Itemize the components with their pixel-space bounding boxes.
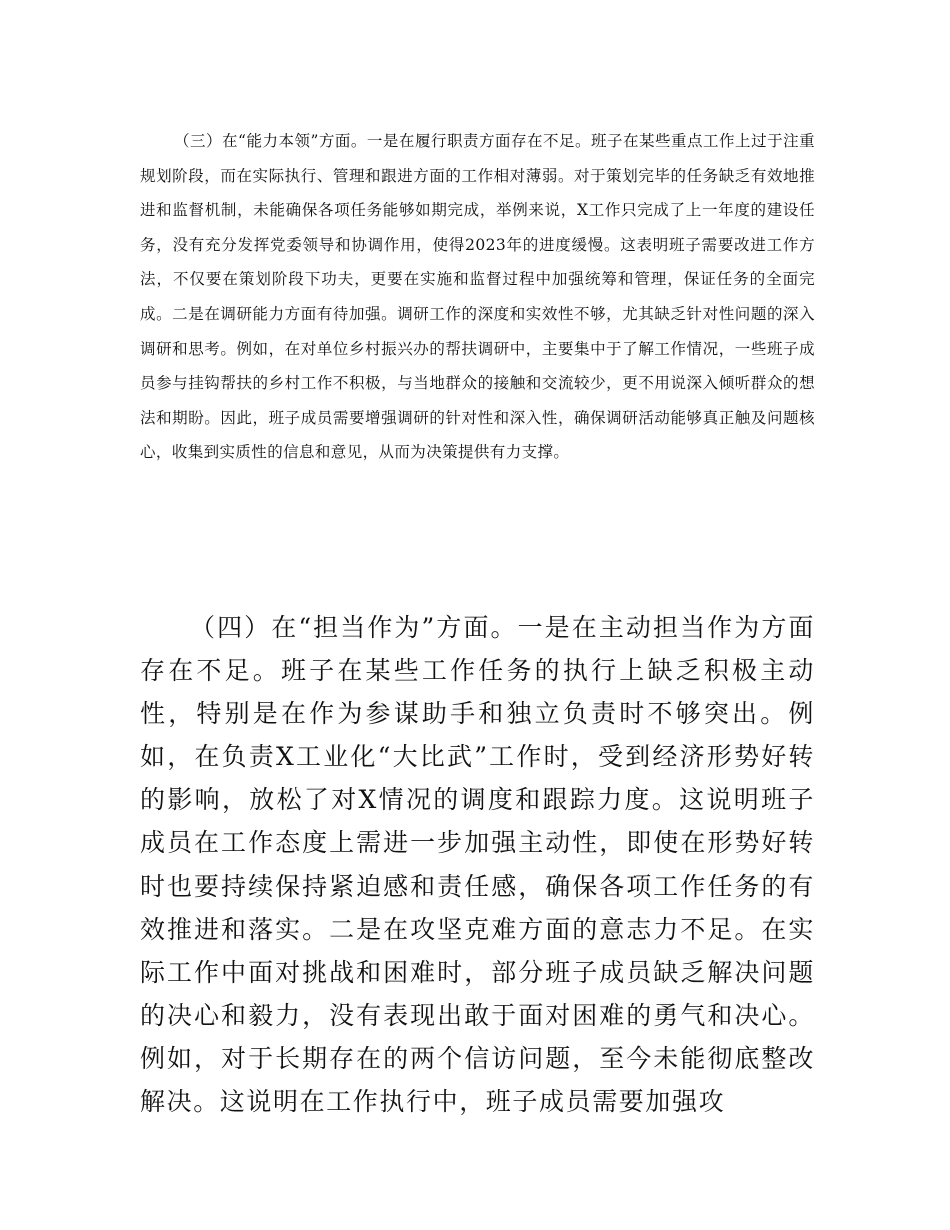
paragraph-capability: （三）在“能力本领”方面。一是在履行职责方面存在不足。班子在某些重点工作上过于注重规划阶段，而在实际执行、管理和跟进方面的工作相对薄弱。对于策划完毕的任务缺乏有效地推进和监督机制，未能确保各项任务能够如期完成，举例来说，X工作只完成了上一年度的建设任务，没有充分发挥党委领导和协调作用，使得2023年的进度缓慢。这表明班子需要改进工作方法，不仅要在策划阶段下功夫，更要在实施和监督过程中加强统筹和管理，保证任务的全面完成。二是在调研能力方面有待加强。调研工作的深度和实效性不够，尤其缺乏针对性问题的深入调研和思考。例如，在对单位乡村振兴办的帮扶调研中，主要集中于了解工作情况，一些班子成员参与挂钩帮扶的乡村工作不积极，与当地群众的接触和交流较少，更不用说深入倾听群众的想法和期盼。因此，班子成员需要增强调研的针对性和深入性，确保调研活动能够真正触及问题核心，收集到实质性的信息和意见，从而为决策提供有力支撑。	[140, 132, 815, 462]
paragraph-responsibility: （四）在“担当作为”方面。一是在主动担当作为方面存在不足。班子在某些工作任务的执行上缺乏积极主动性，特别是在作为参谋助手和独立负责时不够突出。例如，在负责X工业化“大比武”工作时，受到经济形势好转的影响，放松了对X情况的调度和跟踪力度。这说明班子成员在工作态度上需进一步加强主动性，即使在形势好转时也要持续保持紧迫感和责任感，确保各项工作任务的有效推进和落实。二是在攻坚克难方面的意志力不足。在实际工作中面对挑战和困难时，部分班子成员缺乏解决问题的决心和毅力，没有表现出敢于面对困难的勇气和决心。例如，对于长期存在的两个信访问题，至今未能彻底整改解决。这说明在工作执行中，班子成员需要加强攻	[140, 613, 815, 1117]
